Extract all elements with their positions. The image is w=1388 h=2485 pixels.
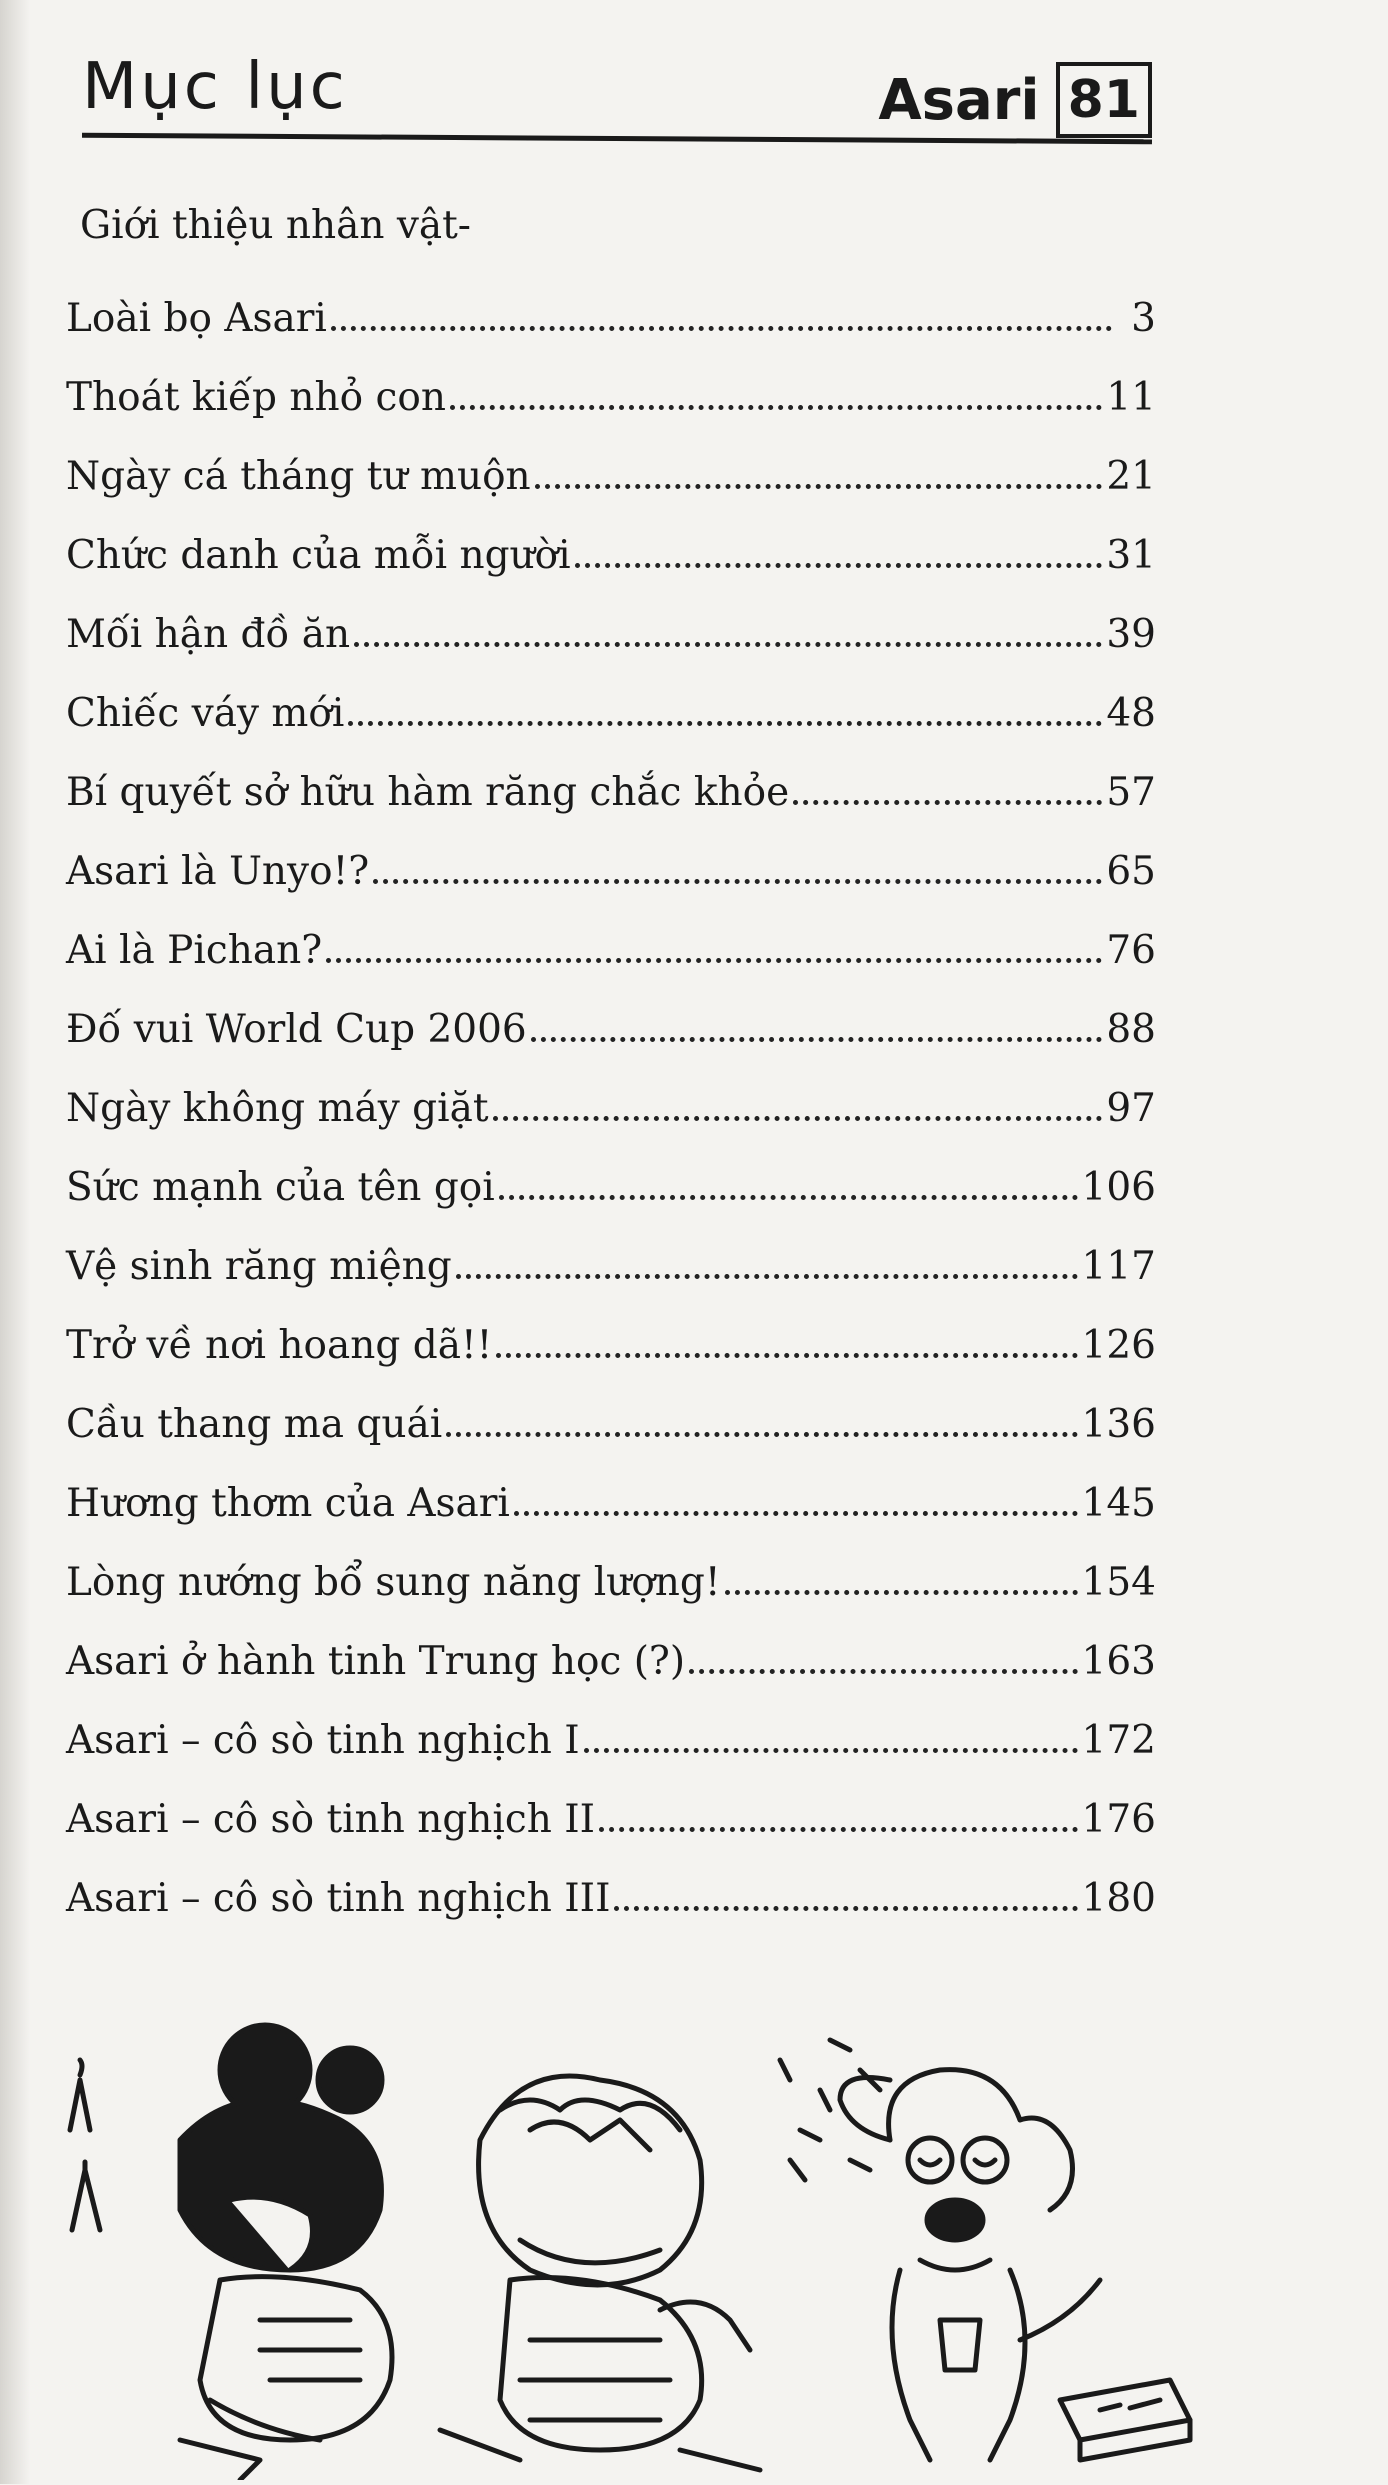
- toc-entry-title: Đố vui World Cup 2006: [66, 1007, 527, 1052]
- toc-entry-page: 65: [1106, 849, 1156, 894]
- dot-leader: [354, 642, 1102, 647]
- toc-entry-title: Asari ở hành tinh Trung học (?): [66, 1639, 686, 1684]
- toc-entry-page: 39: [1106, 612, 1156, 657]
- dot-leader: [493, 1116, 1103, 1121]
- series-name: Asari: [878, 67, 1040, 133]
- toc-entry[interactable]: [66, 1052, 1156, 1131]
- toc-entry-page: 126: [1081, 1323, 1156, 1368]
- toc-entry[interactable]: [66, 1526, 1156, 1605]
- toc-entry-title: Trở về nơi hoang dã!!: [66, 1323, 493, 1368]
- toc-entry-title: Asari – cô sò tinh nghịch I: [66, 1718, 580, 1763]
- toc-entry[interactable]: [66, 1131, 1156, 1210]
- toc-entry[interactable]: [66, 815, 1156, 894]
- illustration-drawing: [60, 2020, 1220, 2480]
- dot-leader: [584, 1748, 1078, 1753]
- dot-leader: [331, 326, 1112, 331]
- toc-entry[interactable]: [66, 1447, 1156, 1526]
- toc-entry-page: 48: [1106, 691, 1156, 736]
- toc-entry-page: 31: [1106, 533, 1156, 578]
- dot-leader: [373, 879, 1102, 884]
- dot-leader: [456, 1274, 1078, 1279]
- toc-entry-page: 76: [1106, 928, 1156, 973]
- dot-leader: [531, 1037, 1103, 1042]
- dot-leader: [689, 1669, 1078, 1674]
- toc-entry[interactable]: [66, 420, 1156, 499]
- toc-entry-title: Asari – cô sò tinh nghịch III: [66, 1876, 611, 1921]
- toc-entry-title: Ngày không máy giặt: [66, 1086, 489, 1131]
- toc-entry[interactable]: [66, 1684, 1156, 1763]
- toc-entry-title: Ngày cá tháng tư muộn: [66, 454, 531, 499]
- dot-leader: [614, 1906, 1077, 1911]
- toc-entry-page: 163: [1081, 1639, 1156, 1684]
- characters-illustration: [60, 2020, 1220, 2480]
- toc-entry[interactable]: [66, 578, 1156, 657]
- toc-entry[interactable]: [66, 1605, 1156, 1684]
- toc-entry-title: Vệ sinh răng miệng: [66, 1244, 452, 1289]
- toc-entry-page: 97: [1106, 1086, 1156, 1131]
- toc-entry-page: 57: [1106, 770, 1156, 815]
- dot-leader: [575, 563, 1103, 568]
- dot-leader: [793, 800, 1102, 805]
- toc-entry-page: 88: [1106, 1007, 1156, 1052]
- toc-heading: Giới thiệu nhân vật-: [80, 203, 471, 248]
- toc-entry-title: Ai là Pichan?: [66, 928, 323, 973]
- dot-leader: [446, 1432, 1077, 1437]
- toc-entry-page: 154: [1081, 1560, 1156, 1605]
- toc-entry-title: Cầu thang ma quái: [66, 1402, 443, 1447]
- toc-entry[interactable]: [66, 1368, 1156, 1447]
- header-series: [878, 62, 1152, 138]
- toc-entry[interactable]: [66, 262, 1156, 341]
- toc-entry-title: Chiếc váy mới: [66, 691, 345, 736]
- page-shadow: [0, 0, 30, 2484]
- page-header: [82, 40, 1152, 150]
- toc-entry-page: 3: [1131, 296, 1156, 341]
- toc-entry-page: 180: [1081, 1876, 1156, 1921]
- toc-entry[interactable]: [66, 1842, 1156, 1921]
- toc-entry-page: 11: [1106, 375, 1156, 420]
- toc-entry-title: Asari là Unyo!?: [66, 849, 370, 894]
- toc-entry-title: Hương thơm của Asari: [66, 1481, 510, 1526]
- toc-list: [66, 262, 1156, 1921]
- toc-entry-page: 117: [1081, 1244, 1156, 1289]
- toc-entry-title: Bí quyết sở hữu hàm răng chắc khỏe: [66, 770, 790, 815]
- dot-leader: [499, 1195, 1078, 1200]
- dot-leader: [348, 721, 1102, 726]
- toc-entry[interactable]: [66, 736, 1156, 815]
- toc-entry[interactable]: [66, 1289, 1156, 1368]
- toc-entry-title: Thoát kiếp nhỏ con: [66, 375, 446, 420]
- dot-leader: [535, 484, 1103, 489]
- toc-entry-title: Chức danh của mỗi người: [66, 533, 571, 578]
- toc-entry-title: Loài bọ Asari: [66, 296, 327, 341]
- toc-entry-page: 106: [1081, 1165, 1156, 1210]
- page-title: Mục lục: [82, 50, 348, 124]
- dot-leader: [496, 1353, 1077, 1358]
- dot-leader: [326, 958, 1102, 963]
- toc-entry[interactable]: [66, 341, 1156, 420]
- toc-entry-page: 136: [1081, 1402, 1156, 1447]
- toc-entry-page: 21: [1106, 454, 1156, 499]
- toc-entry[interactable]: [66, 973, 1156, 1052]
- toc-entry[interactable]: [66, 894, 1156, 973]
- dot-leader: [514, 1511, 1078, 1516]
- toc-entry-title: Asari – cô sò tinh nghịch II: [66, 1797, 596, 1842]
- toc-entry-page: 145: [1081, 1481, 1156, 1526]
- toc-entry[interactable]: [66, 657, 1156, 736]
- toc-entry[interactable]: [66, 499, 1156, 578]
- page-number: 81: [1056, 62, 1152, 138]
- dot-leader: [725, 1590, 1078, 1595]
- toc-entry-title: Sức mạnh của tên gọi: [66, 1165, 495, 1210]
- toc-entry-page: 172: [1081, 1718, 1156, 1763]
- dot-leader: [599, 1827, 1077, 1832]
- dot-leader: [450, 405, 1102, 410]
- toc-entry[interactable]: [66, 1763, 1156, 1842]
- toc-entry[interactable]: [66, 1210, 1156, 1289]
- toc-entry-page: 176: [1081, 1797, 1156, 1842]
- table-of-contents: [66, 190, 1156, 1921]
- toc-entry-title: Mối hận đồ ăn: [66, 612, 351, 657]
- toc-entry-title: Lòng nướng bổ sung năng lượng!: [66, 1560, 721, 1605]
